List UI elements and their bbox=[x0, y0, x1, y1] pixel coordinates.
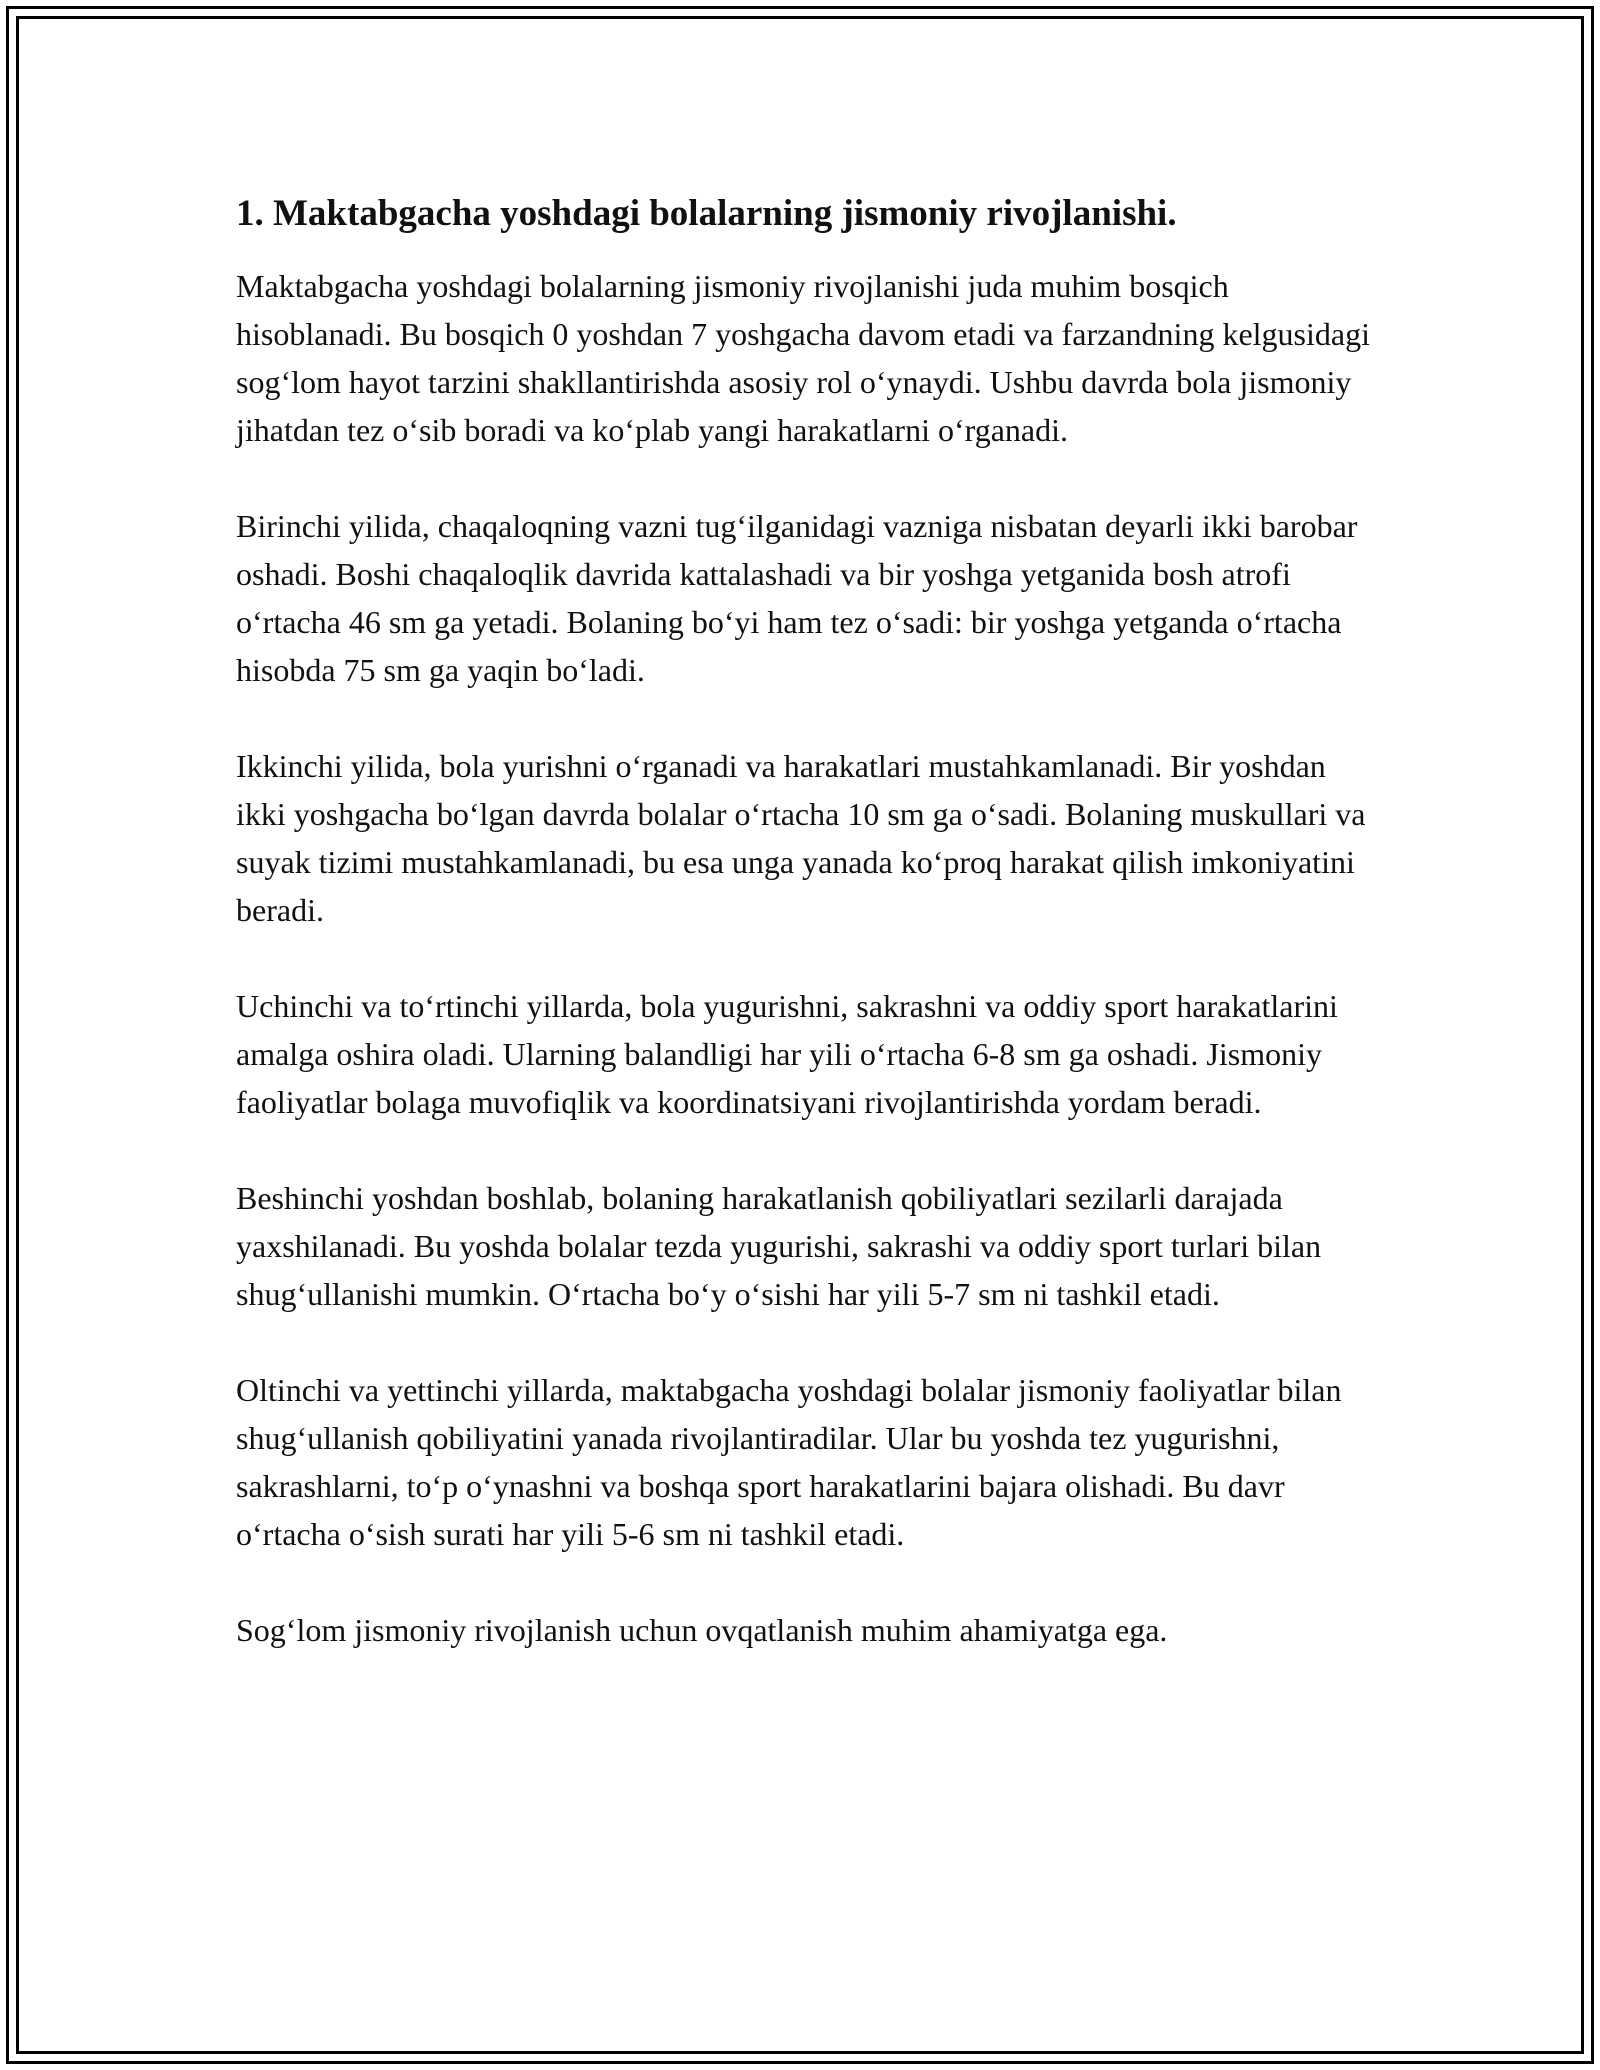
paragraph-sixth-seventh-year: Oltinchi va yettinchi yillarda, maktabgacha yoshdagi bolalar jismoniy faoliyatlar bilan shug‘ullanish qobiliyatini yanada rivojlantiradilar. Ular bu yoshda tez yugurishni, sakrashlarni, to‘p o‘ynashni va boshqa sport harakatlarini bajara olishadi. Bu davr o‘rtacha o‘sish surati har yili 5-6 sm ni tashkil etadi. bbox=[236, 1372, 1342, 1552]
paragraph-intro: Maktabgacha yoshdagi bolalarning jismoniy rivojlanishi juda muhim bosqich hisoblanadi. Bu bosqich 0 yoshdan 7 yoshgacha davom etadi va farzandning kelgusidagi sog‘lom hayot tarzini shakllantirishda asosiy rol o‘ynaydi. Ushbu davrda bola jismoniy jihatdan tez o‘sib boradi va ko‘plab yangi harakatlarni o‘rganadi. bbox=[236, 268, 1370, 448]
document-title: 1. Maktabgacha yoshdagi bolalarning jismoniy rivojlanishi. bbox=[236, 193, 1177, 234]
paragraph-nutrition: Sog‘lom jismoniy rivojlanish uchun ovqatlanish muhim ahamiyatga ega. bbox=[236, 1612, 1168, 1648]
paragraph-second-year: Ikkinchi yilida, bola yurishni o‘rganadi va harakatlari mustahkamlanadi. Bir yoshdan ikki yoshgacha bo‘lgan davrda bolalar o‘rtacha 10 sm ga o‘sadi. Bolaning muskullari va suyak tizimi mustahkamlanadi, bu esa unga yanada ko‘proq harakat qilish imkoniyatini beradi. bbox=[236, 748, 1366, 928]
paragraph-third-fourth-year: Uchinchi va to‘rtinchi yillarda, bola yugurishni, sakrashni va oddiy sport harakatlarini amalga oshira oladi. Ularning balandligi har yili o‘rtacha 6-8 sm ga oshadi. Jismoniy faoliyatlar bolaga muvofiqlik va koordinatsiyani rivojlantirishda yordam beradi. bbox=[236, 988, 1338, 1120]
paragraph-fifth-year: Beshinchi yoshdan boshlab, bolaning harakatlanish qobiliyatlari sezilarli darajada yaxshilanadi. Bu yoshda bolalar tezda yugurishi, sakrashi va oddiy sport turlari bilan shug‘ullanishi mumkin. O‘rtacha bo‘y o‘sishi har yili 5-7 sm ni tashkil etadi. bbox=[236, 1180, 1322, 1312]
paragraph-first-year: Birinchi yilida, chaqaloqning vazni tug‘ilganidagi vazniga nisbatan deyarli ikki barobar oshadi. Boshi chaqaloqlik davrida kattalashadi va bir yoshga yetganida bosh atrofi o‘rtacha 46 sm ga yetadi. Bolaning bo‘yi ham tez o‘sadi: bir yoshga yetganda o‘rtacha hisobda 75 sm ga yaqin bo‘ladi. bbox=[236, 508, 1358, 688]
document-body bbox=[236, 188, 1376, 1702]
